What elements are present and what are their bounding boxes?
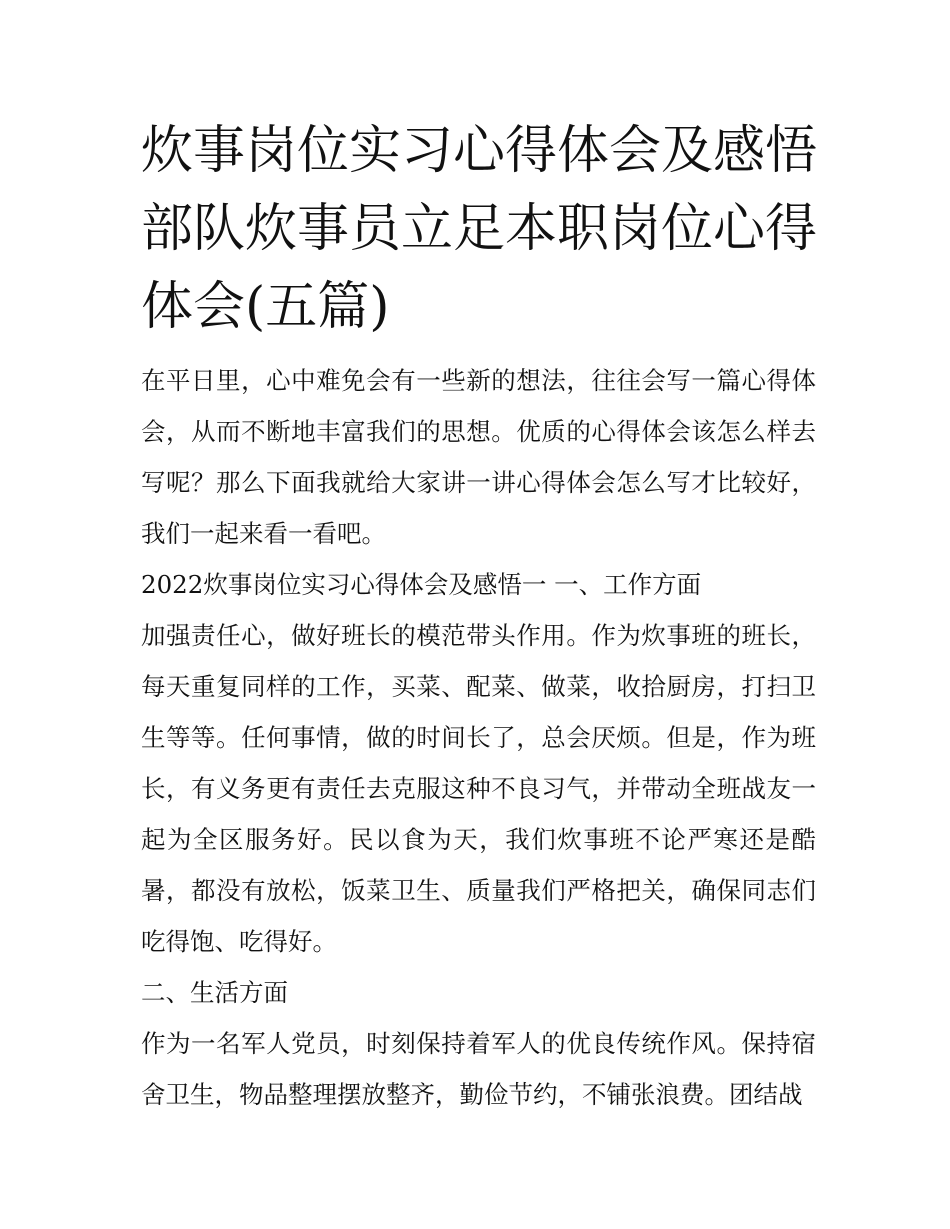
section-heading-life: 二、生活方面 (141, 978, 288, 1007)
section-heading-work: 2022炊事岗位实习心得体会及感悟一 一、工作方面 (141, 570, 702, 599)
document-title: 炊事岗位实习心得体会及感悟部队炊事员立足本职岗位心得体会(五篇) (141, 121, 818, 337)
work-paragraph: 加强责任心，做好班长的模范带头作用。作为炊事班的班长，每天重复同样的工作，买菜、配菜、做菜，收拾厨房，打扫卫生等等。任何事情，做的时间长了，总会厌烦。但是，作为班长，有义务更有责任去克服这种不良习气，并带动全班战友一起为全区服务好。民以食为天，我们炊事班不论严寒还是酷暑，都没有放松，饭菜卫生、质量我们严格把关，确保同志们吃得饱、吃得好。 (141, 621, 816, 956)
document-body (141, 355, 816, 1120)
intro-paragraph: 在平日里，心中难免会有一些新的想法，往往会写一篇心得体会，从而不断地丰富我们的思想。优质的心得体会该怎么样去写呢？那么下面我就给大家讲一讲心得体会怎么写才比较好，我们一起来看一看吧。 (141, 366, 816, 548)
life-paragraph: 作为一名军人党员，时刻保持着军人的优良传统作风。保持宿舍卫生，物品整理摆放整齐，勤俭节约，不铺张浪费。团结战 (141, 1029, 816, 1109)
